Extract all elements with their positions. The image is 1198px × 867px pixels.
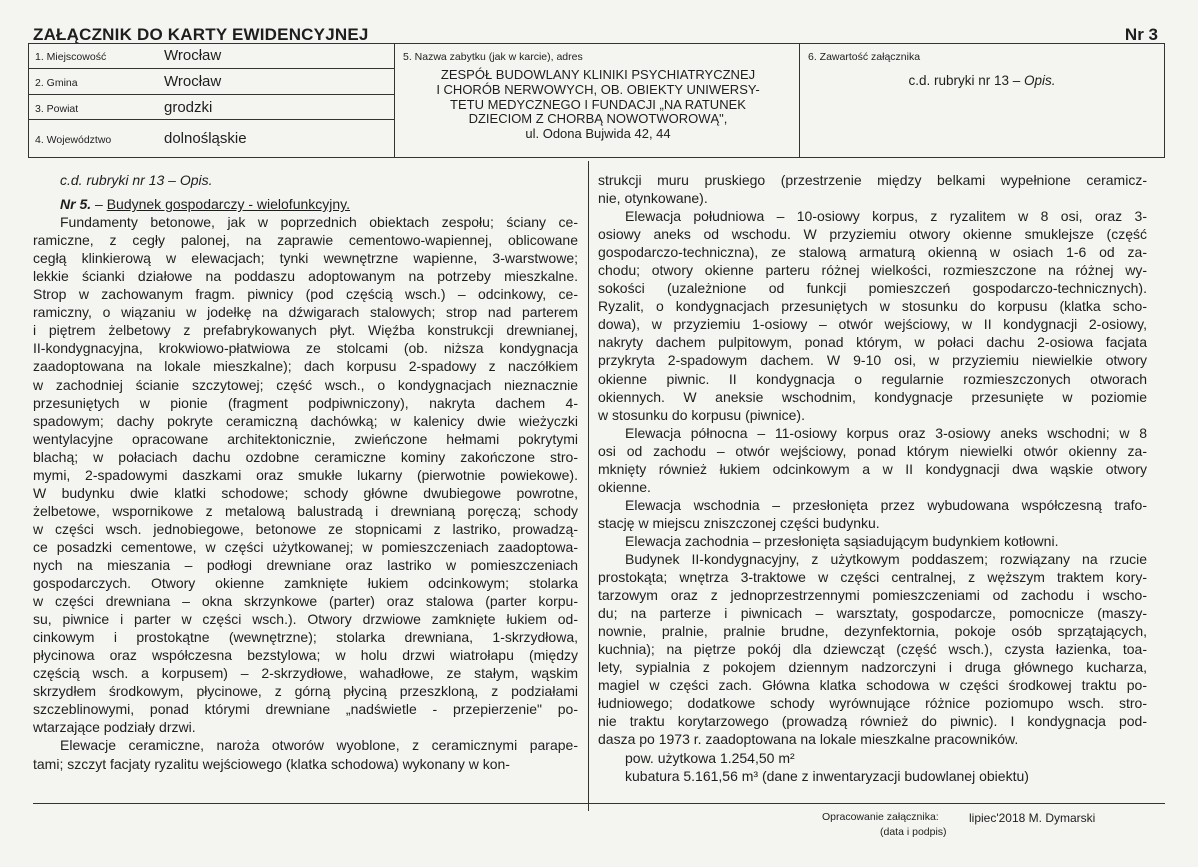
field-label: 4. Województwo (35, 134, 112, 146)
text-line: nie, otynkowane). (598, 190, 708, 207)
heading-dash: – (91, 196, 107, 213)
text-line: częścią wsch. a korpusem) – 2-skrzydłowe, wahadłowe, ze stałym, wąskim (33, 665, 578, 682)
field-locality (29, 44, 394, 69)
text-line: płycinowa oraz współczesna bezstylowa; w holu drzwi wiatrołapu (między (33, 647, 578, 664)
text-line: mymi, 2-spadowymi daszkami oraz smukłe lukarny (pierwotnie powiekowe). (33, 466, 578, 483)
text-line: osiowy aneks od wschodu. W przyziemiu otwory okienne smuklejsze (część (598, 226, 1147, 243)
text-line: Elewacja północna – 11-osiowy korpus oraz 3-osiowy aneks wschodni; w 8 (625, 424, 1147, 441)
text-line: osi od zachodu – otwór wejściowy, ponad którym niewielki otwór okienny za- (598, 442, 1147, 459)
text-line: lekkie ścianki działowe na poddaszu adoptowanym na potrzeby mieszkalne. (33, 268, 578, 285)
text-line: w zachodniej ścianie szczytowej; część wsch., o kondygnacjach nieznacznie (33, 376, 578, 393)
text-line: dowa), w przyziemiu 1-osiowy – otwór wejściowy, w II kondygnacji 2-osiowy, (598, 316, 1147, 333)
content-value-italic: Opis. (1024, 73, 1056, 88)
field-label: 3. Powiat (35, 103, 79, 115)
right-text-column (598, 171, 1147, 785)
right-paragraphs (598, 171, 1147, 785)
text-line: w części drewniana – okna skrzynkowe (parter) oraz stalowa (parter korpu- (33, 593, 578, 610)
text-line: cegłą klinkierową w elewacjach; tynki wewnętrzne wapienne, 3-warstwowe; (33, 250, 578, 267)
text-line: II-kondygnacyjna, krokwiowo-płatwiowa ze stolcami (ob. niższa kondygnacja (33, 340, 578, 357)
prepared-value: lipiec'2018 M. Dymarski (969, 811, 1096, 825)
text-line: du; na parterze i piwnicach – warsztaty, gospodarcze, pomocnicze (maszy- (598, 605, 1147, 622)
field-municipality (29, 69, 394, 95)
text-line: Budynek II-kondygnacyjny, z użytkowym poddaszem; rozwiązany na rzucie (625, 550, 1147, 567)
field-label: 2. Gmina (35, 77, 78, 89)
text-line: skrzydłem środkowym, płycinowe, z górną płyciną przeszkloną, z podziałami (33, 683, 578, 700)
text-line: tarzowym oraz z jednoprzestrzennymi pomieszczeniami od zachodu i wscho- (598, 587, 1147, 604)
text-line: gospodarczo-techniczna), ze stalową armaturą okienną w osiach 1-6 od za- (598, 244, 1147, 261)
text-line: okiennych. W aneksie wschodnim, kondygnacje przesunięte w poziomie (598, 388, 1147, 405)
attachment-content-value (800, 73, 1164, 88)
building-name: Budynek gospodarczy - wielofunkcyjny. (106, 196, 351, 213)
field-value: Wrocław (164, 73, 222, 90)
building-heading (33, 195, 578, 213)
text-line: wentylacyjne opracowane architektonicznie, zwieńczone hełmami pokrytymi (33, 430, 578, 447)
text-line: przesuniętych w pionie (fragment podpiwniczony), nakryta dachem 4- (33, 394, 578, 411)
name-line: ZESPÓŁ BUDOWLANY KLINIKI PSYCHIATRYCZNEJ (440, 67, 756, 82)
text-line: strukcji muru pruskiego (przestrzenie między belkami wypełnione ceramicz- (598, 172, 1147, 188)
text-line: chodu; otwory okienne parteru różnej wielkości, rozmieszczone na różnej wy- (598, 262, 1147, 279)
text-line: dasza po 1973 r. zaadoptowana na lokale mieszkalne pracowników. (598, 731, 1019, 748)
text-line: nych na mieszania – podłogi drewniane oraz lastriko w pomieszczeniach (33, 556, 578, 573)
text-line: kuchnia); na piętrze pokój dla dziewcząt (część wsch.), czysta łazienka, toa- (598, 641, 1147, 658)
name-line: I CHORÓB NERWOWYCH, OB. OBIEKTY UNIWERSY- (436, 81, 760, 97)
text-line: Elewacje ceramiczne, naroża otworów wyoblone, z ceramicznymi parape- (60, 737, 578, 754)
continuation-subtitle: c.d. rubryki nr 13 – Opis. (60, 172, 213, 188)
field-value: grodzki (164, 99, 213, 116)
monument-name-column (395, 44, 800, 157)
text-line: sokości (uzależnione od funkcji pomieszczeń gospodarczo-technicznych). (598, 280, 1147, 297)
text-line: Strop w zachowanym fragm. piwnicy (pod częścią wsch.) – odcinkowy, ce- (33, 286, 578, 303)
text-line: ramiczne, z cegły palonej, na zaprawie cementowo-wapiennej, oblicowane (33, 232, 578, 249)
info-table (28, 43, 1165, 158)
attachment-content-label: 6. Zawartość załącznika (808, 51, 921, 63)
text-line: okienne piwnic. II kondygnacja o regularnie rozmieszczonych otworach (598, 370, 1147, 387)
left-paragraph-1 (33, 213, 578, 736)
text-line: Elewacja południowa – 10-osiowy korpus, z ryzalitem w 8 osi, oraz 3- (625, 208, 1147, 225)
name-line: TETU MEDYCZNEGO I FUNDACJI „NA RATUNEK (450, 96, 746, 112)
monument-name-label: 5. Nazwa zabytku (jak w karcie), adres (403, 51, 583, 63)
text-line: nie traktu korytarzowego (prowadzą również do piwnic). I kondygnacja pod- (598, 713, 1147, 730)
text-line: ramiczny, o wiązaniu w jodełkę na dźwigarach stalowych; strop nad parterem (33, 304, 578, 321)
field-voivodeship (29, 120, 394, 158)
name-line: DZIECIOM Z CHORBĄ NOWOTWOROWĄ", (468, 111, 728, 127)
text-line: Ryzalit, o kondygnacjach przesuniętych w stosunku do korpusu (klatka scho- (598, 298, 1147, 315)
text-line: tami; szczyt facjaty ryzalitu wejściowego (klatka schodowa) wykonany w kon- (33, 755, 510, 772)
header-title: ZAŁĄCZNIK DO KARTY EWIDENCYJNEJ (33, 25, 369, 44)
content-value-text: c.d. rubryki nr 13 – (908, 73, 1025, 88)
text-line: okienne. (598, 478, 651, 495)
text-line: lety, sypialnia z pokojem dziennym nadzorczyni i druga głównego kucharza, (598, 659, 1147, 676)
text-line: W budynku dwie klatki schodowe; schody główne dwubiegowe powrotne, (33, 484, 578, 501)
text-line: zaadoptowana na lokale mieszkalne); dach korpusu 2-spadowy z naczółkiem (33, 358, 578, 375)
text-line: cinkowym i prostokątne (wewnętrzne); stolarka drewniana, 1-skrzydłowa, (33, 629, 578, 646)
text-line: magiel w części zach. Główna klatka schodowa w części środkowej traktu po- (598, 677, 1147, 694)
text-line: Elewacja zachodnia – przesłonięta sąsiadującym budynkiem kotłowni. (625, 532, 1059, 549)
building-number: Nr 5. (60, 196, 92, 213)
text-line: ce posadzki cementowe, w części użytkowanej; w pomieszczeniach zaadoptowa- (33, 538, 578, 555)
text-line: mknięty również łukiem odcinkowym a w II kondygnacji dwa wąskie otwory (598, 460, 1147, 477)
text-line: Elewacja wschodnia – przesłonięta przez wybudowana współczesną trafo- (625, 496, 1147, 513)
field-county (29, 95, 394, 120)
date-sign-label: (data i podpis) (880, 826, 947, 838)
text-line: prostokąta; wnętrza 3-traktowe w części centralnej, z węższym traktem kory- (598, 569, 1147, 586)
text-line: su, piwnice i parter w części wsch.). Otwory drzwiowe zamknięte łukiem od- (33, 611, 578, 628)
field-value: Wrocław (164, 47, 222, 64)
name-line: ul. Odona Bujwida 42, 44 (525, 126, 671, 142)
text-line: nownie, pralnie, pralnie brudne, dezynfektornia, pokoje osób sprzątających, (598, 623, 1147, 640)
location-column (29, 44, 395, 157)
field-label: 1. Miejscowość (35, 51, 107, 63)
text-line: gospodarczych. Otwory okienne zamknięte łukiem odcinkowym; stolarka (33, 575, 578, 592)
left-paragraph-2 (33, 736, 578, 772)
text-line: kubatura 5.161,56 m³ (dane z inwentaryzacji budowlanej obiektu) (625, 767, 1029, 784)
text-line: wtarzające podziały drzwi. (33, 719, 196, 736)
text-line: żelbetowe, wspornikowe z metalową balustradą i drewnianą poręczą; schody (33, 502, 578, 519)
text-line: łudniowego; dodatkowe schody wyrównujące różnice poziomupo wsch. stro- (598, 695, 1147, 712)
text-line: Fundamenty betonowe, jak w poprzednich obiektach zespołu; ściany ce- (60, 214, 578, 231)
text-line: w stosunku do korpusu (piwnice). (598, 406, 805, 423)
text-line: blachą; w połaciach dachu ozdobne ceramiczne kominy zakończone stro- (33, 448, 578, 465)
monument-name-address (403, 68, 793, 142)
text-line: przykryta 2-spadowym dachem. W 9-10 osi, w przyziemiu niewielkie otwory (598, 352, 1147, 369)
column-divider (588, 161, 589, 811)
text-line: szczeblinowymi, ponad którymi drewniane „nadświetle - przepierzenie" po- (33, 701, 578, 718)
text-line: i piętrem żelbetowy z prefabrykowanych płyt. Więźba konstrukcji drewnianej, (33, 322, 578, 339)
text-line: nakryty dachem pulpitowym, ponad którym, w połaci dachu 2-osiowa facjata (598, 334, 1147, 351)
footer-divider (33, 803, 1165, 804)
prepared-label: Opracowanie załącznika: (822, 811, 939, 823)
attachment-content-column (800, 44, 1164, 157)
text-line: spadowym; dachy pokryte ceramiczną dachówką; w kalenicy dwie wieżyczki (33, 412, 578, 429)
attachment-number: Nr 3 (1124, 25, 1158, 44)
left-text-column (33, 171, 578, 773)
text-line: stację w miejscu zniszczonej części budynku. (598, 514, 880, 531)
field-value: dolnośląskie (164, 130, 247, 147)
text-line: pow. użytkowa 1.254,50 m² (625, 749, 795, 766)
text-line: w części wsch. jednobiegowe, betonowe ze stopnicami z lastriko, prowadzą- (33, 520, 578, 537)
